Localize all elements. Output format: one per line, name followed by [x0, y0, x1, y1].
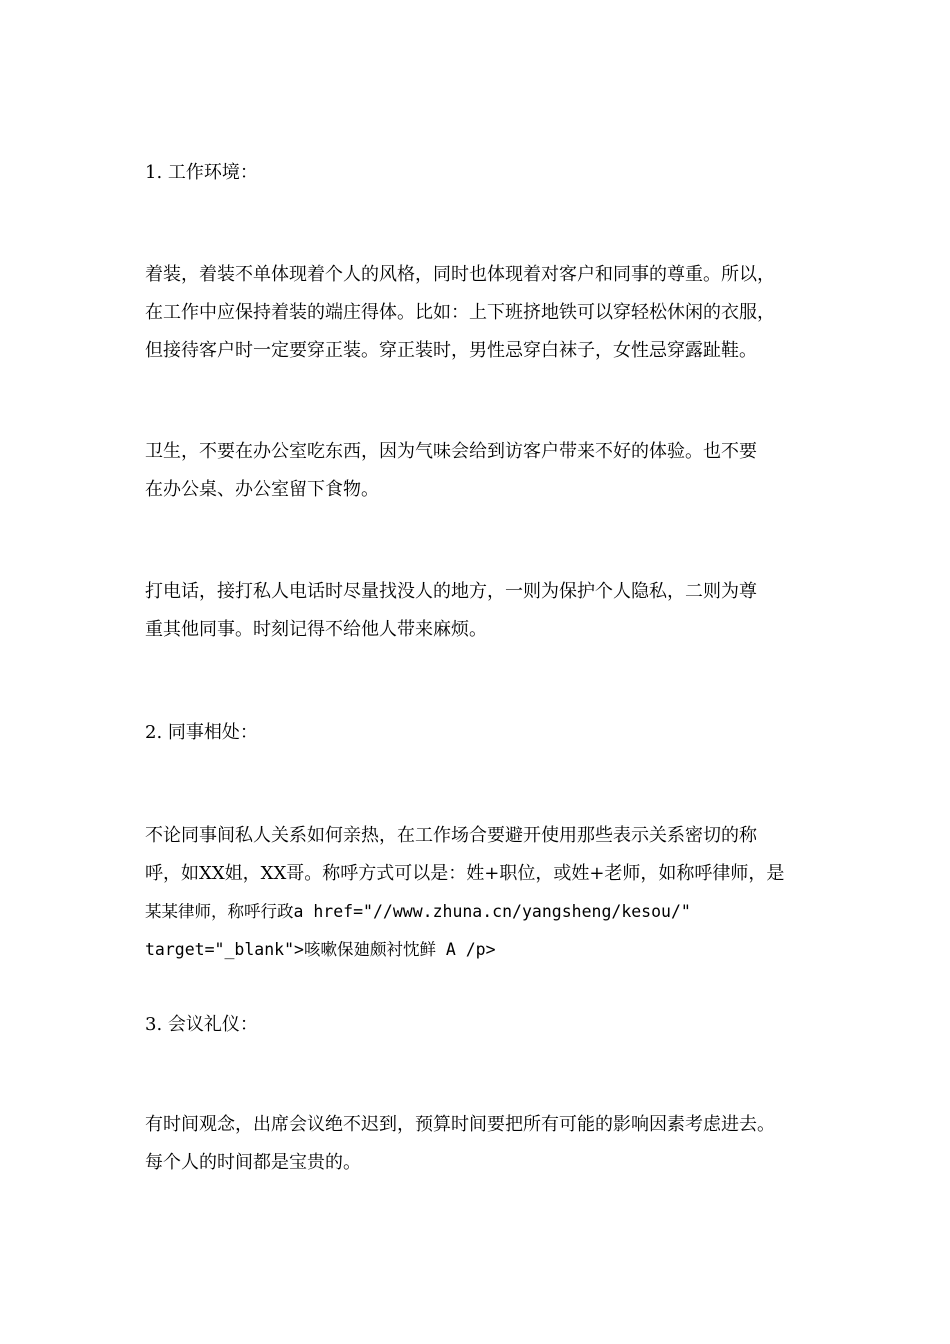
section-3-heading — [145, 1006, 825, 1044]
paragraph-line: 某某律师，称呼行政a href="//www.zhuna.cn/yangsheng/kesou/" — [145, 902, 691, 921]
heading-text: 1. 工作环境： — [145, 162, 258, 183]
paragraph-line: 重其他同事。时刻记得不给他人带来麻烦。 — [145, 619, 487, 640]
hygiene-paragraph — [145, 433, 825, 509]
section-2-heading — [145, 714, 825, 752]
paragraph-line: 不论同事间私人关系如何亲热，在工作场合要避开使用那些表示关系密切的称 — [145, 825, 757, 846]
paragraph-line: 但接待客户时一定要穿正装。穿正装时，男性忌穿白袜子，女性忌穿露趾鞋。 — [145, 340, 757, 361]
paragraph-line: 每个人的时间都是宝贵的。 — [145, 1152, 361, 1173]
meeting-paragraph — [145, 1106, 825, 1182]
paragraph-line: 打电话，接打私人电话时尽量找没人的地方，一则为保护个人隐私，二则为尊 — [145, 581, 757, 602]
attire-paragraph — [145, 256, 825, 370]
colleague-paragraph — [145, 817, 825, 969]
paragraph-line: target="_blank">咳嗽保廸颇衬忱鲜 A /p> — [145, 940, 496, 959]
paragraph-line: 在办公桌、办公室留下食物。 — [145, 479, 379, 500]
heading-text: 2. 同事相处： — [145, 722, 258, 743]
section-1-heading — [145, 154, 825, 192]
paragraph-line: 呼，如XX姐，XX哥。称呼方式可以是：姓+职位，或姓+老师，如称呼律师，是 — [145, 863, 785, 884]
paragraph-line: 有时间观念，出席会议绝不迟到，预算时间要把所有可能的影响因素考虑进去。 — [145, 1114, 775, 1135]
phone-paragraph — [145, 573, 825, 649]
paragraph-line: 着装，着装不单体现着个人的风格，同时也体现着对客户和同事的尊重。所以， — [145, 264, 775, 285]
paragraph-line: 在工作中应保持着装的端庄得体。比如：上下班挤地铁可以穿轻松休闲的衣服， — [145, 302, 775, 323]
heading-text: 3. 会议礼仪： — [145, 1014, 258, 1035]
paragraph-line: 卫生，不要在办公室吃东西，因为气味会给到访客户带来不好的体验。也不要 — [145, 441, 757, 462]
